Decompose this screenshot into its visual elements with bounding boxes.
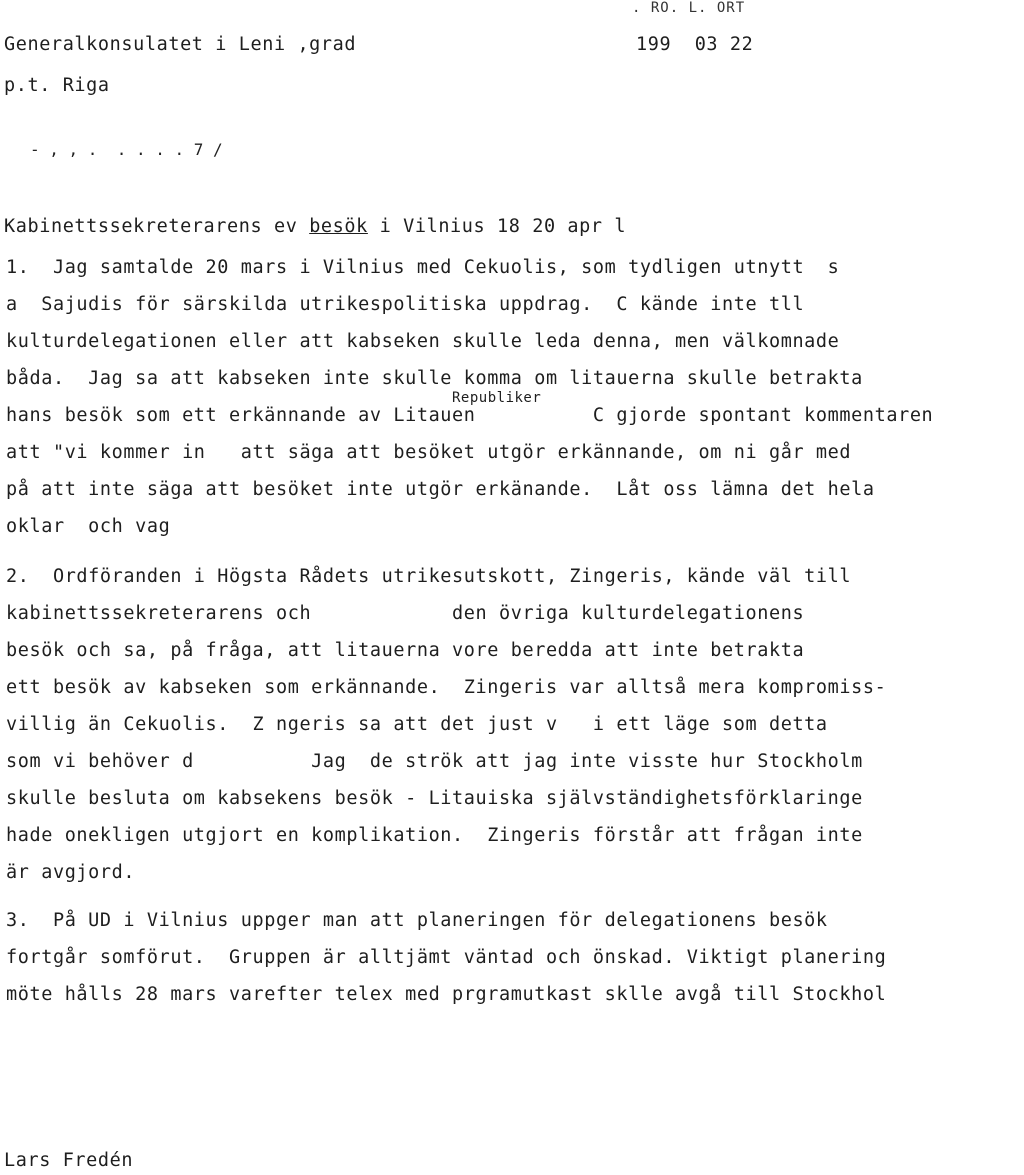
paragraph-2-line: villig än Cekuolis. Z ngeris sa att det just v i ett läge som detta — [6, 714, 828, 735]
paragraph-1-line: på att inte säga att besöket inte utgör erkänande. Låt oss lämna det hela — [6, 479, 875, 500]
paragraph-2-line: kabinettssekreterarens och den övriga kulturdelegationens — [6, 603, 805, 624]
paragraph-2-line: 2. Ordföranden i Högsta Rådets utrikesutskott, Zingeris, kände väl till — [6, 566, 852, 587]
paragraph-1-line: att "vi kommer in att säga att besöket utgör erkännande, om ni går med — [6, 442, 852, 463]
received-stamp: . RO. L. ORT — [632, 0, 746, 16]
paragraph-3-line: fortgår somförut. Gruppen är alltjämt väntad och önskad. Viktigt planering — [6, 947, 887, 968]
paragraph-1-line: oklar och vag — [6, 516, 171, 537]
subject-line — [4, 197, 626, 237]
interlinear-insertion: Republiker — [452, 390, 542, 406]
paragraph-2-line: skulle besluta om kabsekens besök - Litauiska självständighetsförklaringe — [6, 788, 863, 809]
paragraph-1-line: hans besök som ett erkännande av Litauen C gjorde spontant kommentaren — [6, 405, 934, 426]
paragraph-2-line: ett besök av kabseken som erkännande. Zingeris var alltså mera kompromiss- — [6, 677, 887, 698]
signature: Lars Fredén — [4, 1150, 134, 1171]
paragraph-2-line: som vi behöver d Jag de strök att jag inte visste hur Stockholm — [6, 751, 863, 772]
sender-location: p.t. Riga — [4, 75, 110, 96]
subject-suffix: i Vilnius 18 20 apr l — [367, 216, 627, 237]
paragraph-2-line: hade onekligen utgjort en komplikation. Zingeris förstår att frågan inte — [6, 825, 863, 846]
paragraph-1-line: kulturdelegationen eller att kabseken skulle leda denna, men välkomnade — [6, 331, 840, 352]
document-date: 199 03 22 — [636, 34, 754, 55]
sender-line: Generalkonsulatet i Leni ,grad — [4, 34, 357, 55]
handwritten-marks: - , , . . . . . 7 / — [30, 140, 223, 159]
subject-prefix: Kabinettssekreterarens ev — [4, 216, 310, 237]
subject-underlined: besök — [309, 216, 368, 237]
paragraph-3-line: 3. På UD i Vilnius uppger man att planeringen för delegationens besök — [6, 910, 828, 931]
paragraph-1-line: a Sajudis för särskilda utrikespolitiska uppdrag. C kände inte tll — [6, 294, 805, 315]
paragraph-2-line: besök och sa, på fråga, att litauerna vore beredda att inte betrakta — [6, 640, 805, 661]
paragraph-1-line: båda. Jag sa att kabseken inte skulle komma om litauerna skulle betrakta — [6, 368, 863, 389]
paragraph-3-line: möte hålls 28 mars varefter telex med prgramutkast sklle avgå till Stockhol — [6, 984, 887, 1005]
paragraph-1-line: 1. Jag samtalde 20 mars i Vilnius med Cekuolis, som tydligen utnytt s — [6, 257, 840, 278]
paragraph-2-line: är avgjord. — [6, 862, 136, 883]
